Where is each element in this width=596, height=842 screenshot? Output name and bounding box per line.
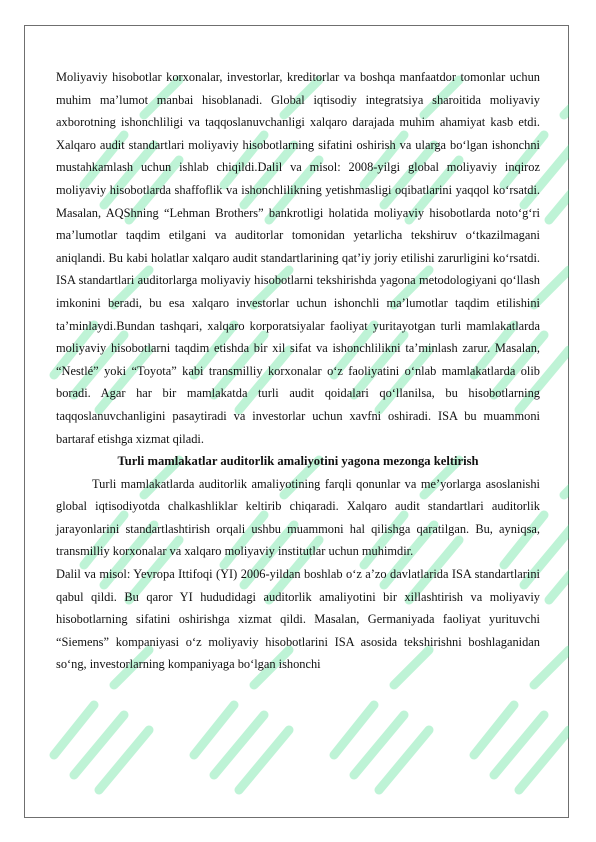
paragraph-evidence: Dalil va misol: Yevropa Ittifoqi (YI) 2006-yildan boshlab o‘z a’zo davlatlarida ISA standartlarini qabul qildi. Bu qaror YI hududidagi auditorlik amaliyotini bir xillashtirish va moliyaviy hisobotlarning sifatini oshirishga xizmat qildi. Masalan, Germaniyada faoliyat yurituvchi “Siemens” kompaniyasi o‘z moliyaviy hisobotlarini ISA asosida tekshirishni boshlaganidan so‘ng, investorlarning kompaniyaga bo‘lgan ishonchi — [56, 567, 540, 672]
section-heading: Turli mamlakatlar auditorlik amaliyotini yagona mezonga keltirish — [117, 454, 479, 469]
paragraph-section: Turli mamlakatlarda auditorlik amaliyotining farqli qonunlar va me’yorlarga asoslanishi global iqtisodiyotda chalkashliklar keltirib chiqaradi. Xalqaro audit standartlari auditorlik jarayonlarini standartlashtirish orqali ushbu muammoni hal qilishga qaratilgan. Bu, ayniqsa, transmilliy korxonalar va xalqaro moliyaviy institutlar uchun muhimdir. — [56, 476, 540, 559]
paragraph-intro: Moliyaviy hisobotlar korxonalar, investorlar, kreditorlar va boshqa manfaatdor tomonlar uchun muhim ma’lumot manbai hisoblanadi. Global iqtisodiy integratsiya sharoitida moliyaviy axborotning ishonchliligi va taqqoslanuvchanligi xalqaro darajada muhim ahamiyat kasb etdi. Xalqaro audit standartlari moliyaviy hisobotlarning sifatini oshirish va ularga bo‘lgan ishonchni mustahkamlash uchun ishlab chiqildi.Dalil va misol: 2008-yilgi global moliyaviy inqiroz moliyaviy hisobotlarda shaffoflik va ishonchlilikning yetishmasligi oqibatlarini yaqqol ko‘rsatdi. Masalan, AQShning “Lehman Brothers” bankrotligi holatida moliyaviy hisobotlarda noto‘g‘ri ma’lumotlar taqdim etilgani va auditorlar tomonidan yetarlicha tekshiruv o‘tkazilmagani aniqlandi. Bu kabi holatlar xalqaro audit standartlarining qat’iy joriy etilishi zarurligini ko‘rsatdi. ISA standartlari auditorlarga moliyaviy hisobotlarni tekshirishda yagona metodologiyani qo‘llash imkonini beradi, bu esa xalqaro investorlar uchun ishonchli ma’lumotlar taqdim etilishini ta’minlaydi.Bundan tashqari, xalqaro korporatsiyalar faoliyat yuritayotgan turli mamlakatlarda moliyaviy hisobotlarni taqdim etishda bir xil sifat va ishonchlilikni ta’minlash zarur. Masalan, “Nestlé” yoki “Toyota” kabi transmilliy korxonalar o‘z faoliyatini o‘nlab mamlakatlarda olib boradi. Agar har bir mamlakatda turli audit qoidalari qo‘llanilsa, bu hisobotlarning taqqoslanuvchanligini pasaytiradi va investorlar uchun xavfni oshiradi. ISA bu muammoni bartaraf etishga xizmat qiladi. — [56, 70, 540, 446]
document-body — [56, 66, 540, 676]
